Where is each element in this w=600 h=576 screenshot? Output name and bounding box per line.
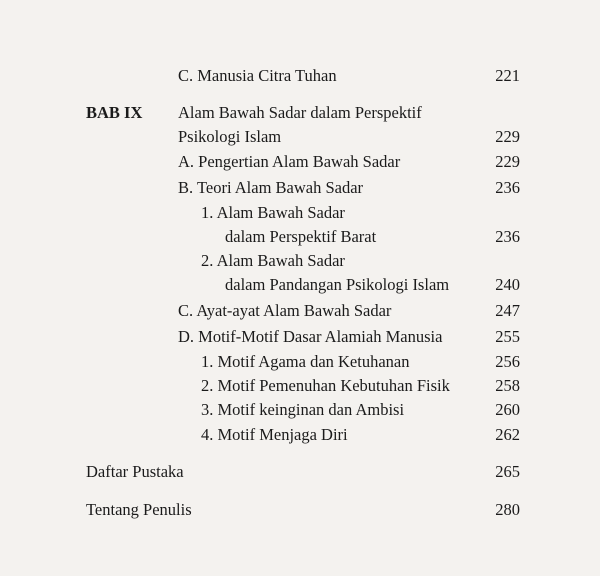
toc-page-a: 229 [495,152,520,171]
toc-page-b: 236 [495,178,520,197]
toc-entry-d3: 3. Motif keinginan dan Ambisi [201,400,405,419]
chapter-heading: BAB IX [86,103,143,122]
toc-entry-b2-line2: dalam Pandangan Psikologi Islam [225,275,450,294]
toc-entry-a: A. Pengertian Alam Bawah Sadar [178,152,401,171]
toc-entry-d2: 2. Motif Pemenuhan Kebutuhan Fisik [201,376,450,395]
toc-page-daftar-pustaka: 265 [495,462,520,481]
toc-entry-d: D. Motif-Motif Dasar Alamiah Manusia [178,327,443,346]
toc-entry-daftar-pustaka: Daftar Pustaka [86,462,184,481]
chapter-title-line2: Psikologi Islam [178,127,282,146]
toc-entry-b1-line2: dalam Perspektif Barat [225,227,377,246]
toc-entry-b1-line1: 1. Alam Bawah Sadar [201,203,345,222]
toc-entry-c-manusia: C. Manusia Citra Tuhan [178,66,337,85]
toc-entry-d1: 1. Motif Agama dan Ketuhanan [201,352,410,371]
toc-page-d2: 258 [495,376,520,395]
toc-page-d3: 260 [495,400,520,419]
toc-page-c-manusia: 221 [495,66,520,85]
toc-page-b1: 236 [495,227,520,246]
toc-page-b2: 240 [495,275,520,294]
toc-page-d: 255 [495,327,520,346]
toc-page-d1: 256 [495,352,520,371]
toc-entry-c: C. Ayat-ayat Alam Bawah Sadar [178,301,392,320]
toc-entry-d4: 4. Motif Menjaga Diri [201,425,348,444]
chapter-page: 229 [495,127,520,146]
toc-page-tentang-penulis: 280 [495,500,520,519]
toc-entry-b: B. Teori Alam Bawah Sadar [178,178,364,197]
chapter-title-line1: Alam Bawah Sadar dalam Perspektif [178,103,422,122]
toc-page-d4: 262 [495,425,520,444]
toc-entry-tentang-penulis: Tentang Penulis [86,500,192,519]
toc-page-c: 247 [495,301,520,320]
toc-entry-b2-line1: 2. Alam Bawah Sadar [201,251,345,270]
